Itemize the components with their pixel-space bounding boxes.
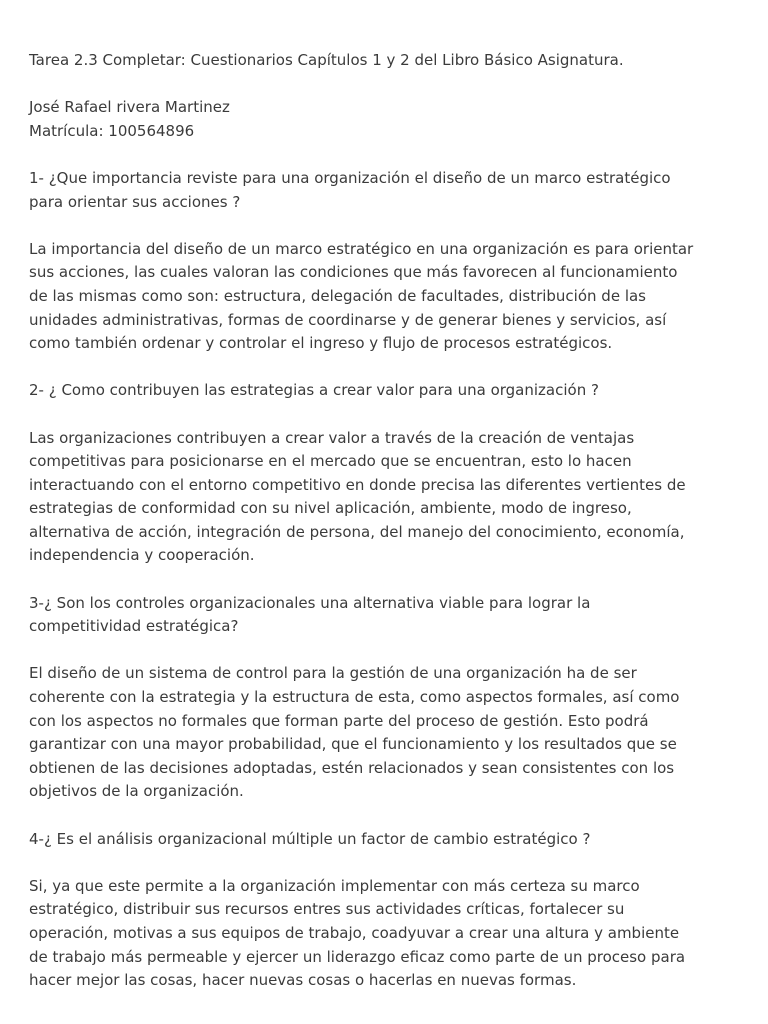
answer-line: con los aspectos no formales que forman parte del proceso de gestión. Esto podrá bbox=[29, 711, 649, 730]
answer-line: estrategias de conformidad con su nivel aplicación, ambiente, modo de ingreso, bbox=[29, 499, 632, 518]
answer-line: unidades administrativas, formas de coordinarse y de generar bienes y servicios, así bbox=[29, 310, 667, 329]
question-line: competitividad estratégica? bbox=[29, 617, 239, 636]
answer-line: como también ordenar y controlar el ingreso y flujo de procesos estratégicos. bbox=[29, 334, 613, 353]
answer-line: de trabajo más permeable y ejercer un liderazgo eficaz como parte de un proceso para bbox=[29, 947, 686, 966]
answer-line: Si, ya que este permite a la organización implementar con más certeza su marco bbox=[29, 876, 640, 895]
answer-line: garantizar con una mayor probabilidad, que el funcionamiento y los resultados que se bbox=[29, 735, 677, 754]
answer-line: La importancia del diseño de un marco estratégico en una organización es para orientar bbox=[29, 239, 694, 258]
answer-line: hacer mejor las cosas, hacer nuevas cosas o hacerlas en nuevas formas. bbox=[29, 971, 577, 990]
document-title bbox=[29, 49, 739, 73]
answer-line: Las organizaciones contribuyen a crear valor a través de la creación de ventajas bbox=[29, 428, 635, 447]
student-id: Matrícula: 100564896 bbox=[29, 121, 195, 140]
answer-line: coherente con la estrategia y la estructura de esta, como aspectos formales, así como bbox=[29, 688, 680, 707]
answer-line: El diseño de un sistema de control para la gestión de una organización ha de ser bbox=[29, 664, 637, 683]
answer-4 bbox=[29, 875, 739, 993]
answer-1 bbox=[29, 238, 739, 356]
document-body bbox=[29, 49, 739, 1016]
answer-line: operación, motivas a sus equipos de trabajo, coadyuvar a crear una altura y ambiente bbox=[29, 923, 680, 942]
answer-line: competitivas para posicionarse en el mercado que se encuentran, esto lo hacen bbox=[29, 452, 632, 471]
question-line: 4-¿ Es el análisis organizacional múltiple un factor de cambio estratégico ? bbox=[29, 829, 591, 848]
answer-line: obtienen de las decisiones adoptadas, estén relacionados y sean consistentes con los bbox=[29, 758, 675, 777]
question-2 bbox=[29, 379, 739, 403]
answer-line: interactuando con el entorno competitivo en donde precisa las diferentes vertientes de bbox=[29, 475, 686, 494]
student-info bbox=[29, 96, 739, 143]
question-4 bbox=[29, 828, 739, 852]
question-line: 2- ¿ Como contribuyen las estrategias a crear valor para una organización ? bbox=[29, 381, 599, 400]
answer-line: independencia y cooperación. bbox=[29, 546, 255, 565]
title-line: Tarea 2.3 Completar: Cuestionarios Capítulos 1 y 2 del Libro Básico Asignatura. bbox=[29, 51, 624, 69]
answer-line: estratégico, distribuir sus recursos entres sus actividades críticas, fortalecer su bbox=[29, 900, 625, 919]
answer-2 bbox=[29, 427, 739, 569]
answer-line: sus acciones, las cuales valoran las condiciones que más favorecen al funcionamiento bbox=[29, 263, 678, 282]
question-line: 3-¿ Son los controles organizacionales una alternativa viable para lograr la bbox=[29, 593, 591, 612]
answer-line: alternativa de acción, integración de persona, del manejo del conocimiento, economía, bbox=[29, 522, 685, 541]
author-name: José Rafael rivera Martinez bbox=[29, 98, 230, 117]
answer-line: objetivos de la organización. bbox=[29, 782, 244, 801]
answer-3 bbox=[29, 662, 739, 804]
question-line: para orientar sus acciones ? bbox=[29, 192, 241, 211]
question-line: 1- ¿Que importancia reviste para una organización el diseño de un marco estratégico bbox=[29, 168, 671, 187]
question-3 bbox=[29, 592, 739, 639]
question-1 bbox=[29, 167, 739, 214]
answer-line: de las mismas como son: estructura, delegación de facultades, distribución de las bbox=[29, 286, 646, 305]
